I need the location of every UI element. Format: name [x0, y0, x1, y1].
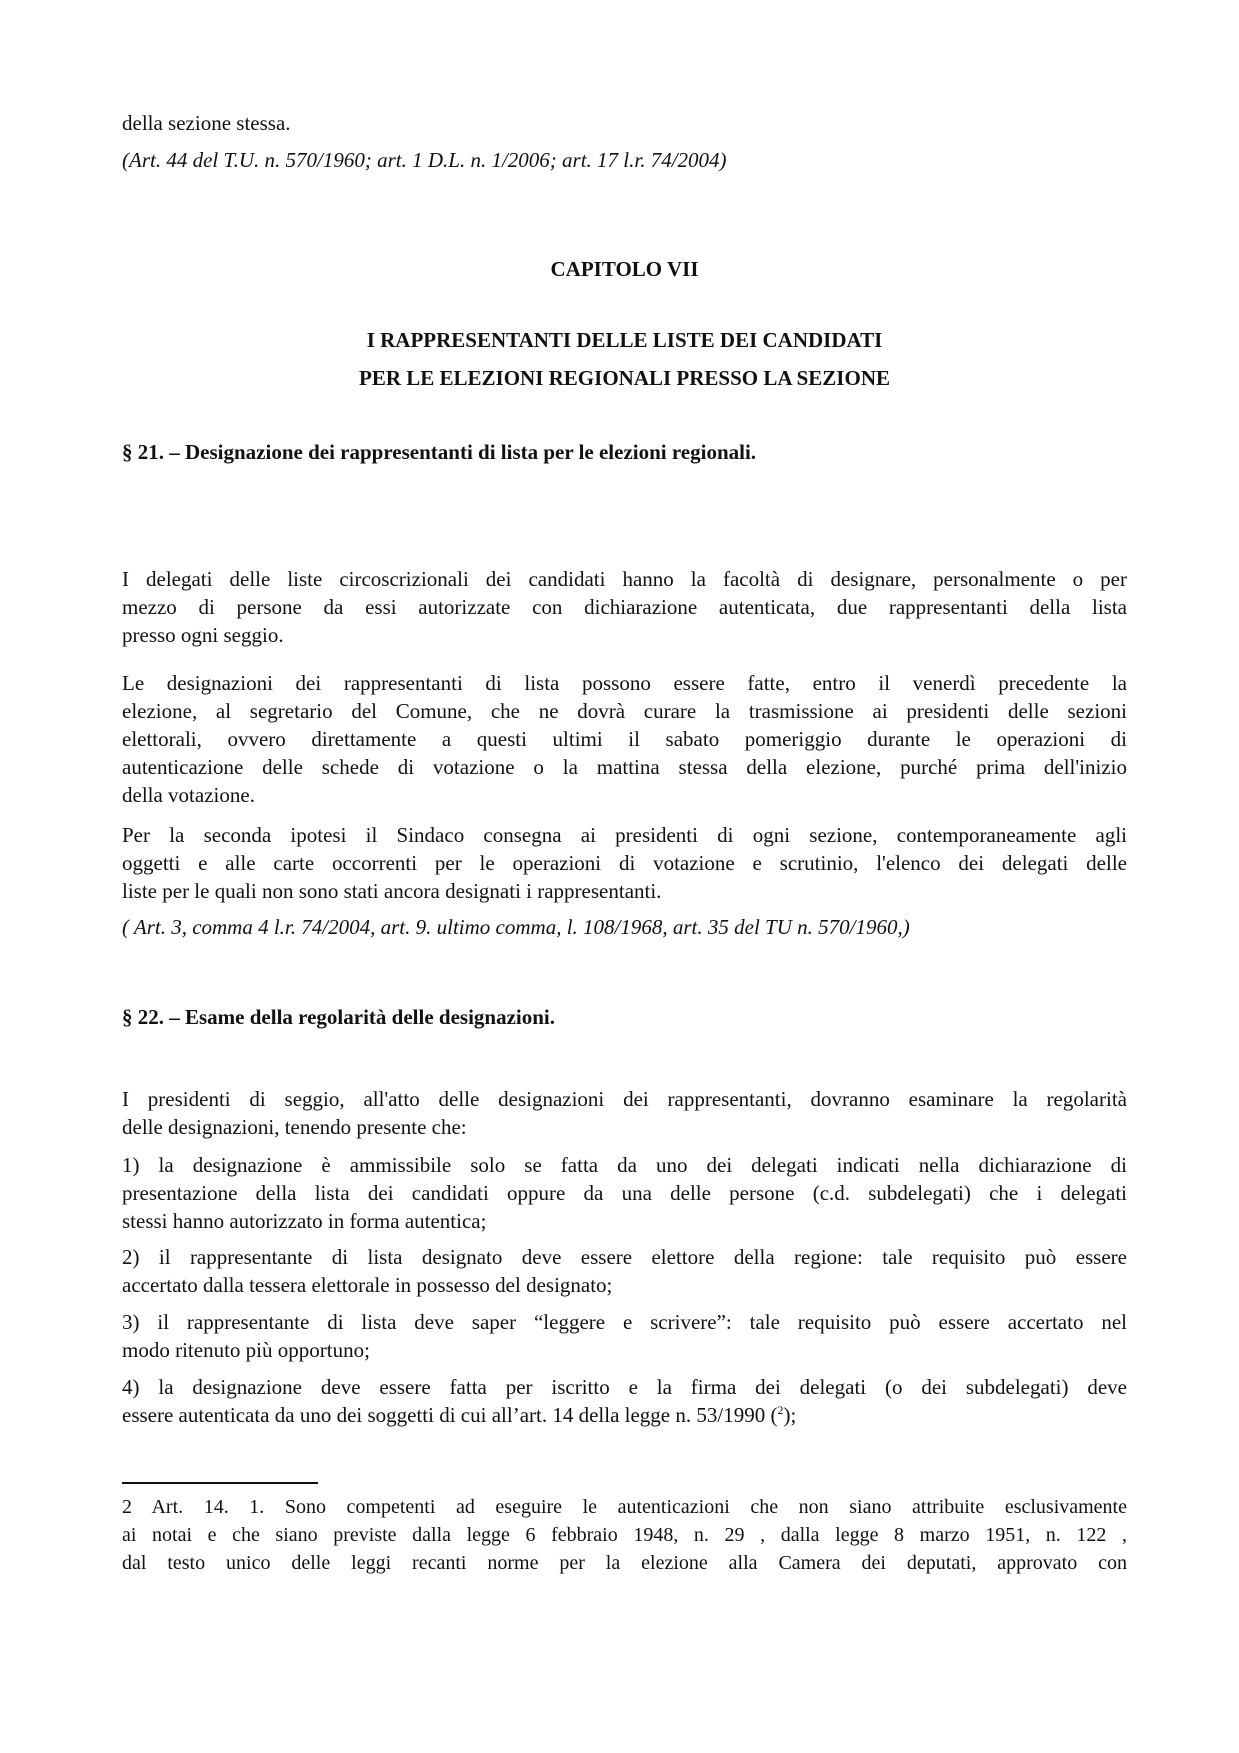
paragraph-line: della votazione. — [122, 783, 255, 807]
paragraph-line: delle designazioni, tenendo presente che: — [122, 1115, 467, 1139]
paragraph-line: elezione, al segretario del Comune, che ne dovrà curare la trasmissione ai presidenti delle sezioni — [122, 699, 1127, 723]
paragraph-line: Le designazioni dei rappresentanti di lista possono essere fatte, entro il venerdì precedente la — [122, 671, 1127, 695]
chapter-number: CAPITOLO VII — [550, 257, 699, 281]
section-22-item-2 — [122, 1243, 1127, 1299]
footnote-separator — [122, 1482, 318, 1484]
section-22-item-3 — [122, 1308, 1127, 1364]
paragraph-line: 3) il rappresentante di lista deve saper “leggere e scrivere”: tale requisito può essere accertato nel — [122, 1310, 1127, 1334]
section-21-citation: ( Art. 3, comma 4 l.r. 74/2004, art. 9. ultimo comma, l. 108/1968, art. 35 del TU n. 570/1960,) — [122, 915, 910, 939]
paragraph-line: liste per le quali non sono stati ancora designati i rappresentanti. — [122, 879, 662, 903]
footnote-line: ai notai e che siano previste dalla legge 6 febbraio 1948, n. 29 , dalla legge 8 marzo 1951, n. 122 , — [122, 1524, 1127, 1546]
section-21-paragraph-3 — [122, 821, 1127, 905]
paragraph-line: presentazione della lista dei candidati oppure da una delle persone (c.d. subdelegati) che i delegati — [122, 1181, 1127, 1205]
footnote-2 — [122, 1493, 1127, 1577]
paragraph-line: I presidenti di seggio, all'atto delle designazioni dei rappresentanti, dovranno esaminare la regolarità — [122, 1087, 1127, 1111]
section-22-heading: § 22. – Esame della regolarità delle designazioni. — [122, 1005, 556, 1029]
paragraph-line: elettorali, ovvero direttamente a questi ultimi il sabato pomeriggio durante le operazioni di — [122, 727, 1127, 751]
footnote-line: dal testo unico delle leggi recanti norme per la elezione alla Camera dei deputati, approvato con — [122, 1552, 1127, 1574]
paragraph-line: autenticazione delle schede di votazione o la mattina stessa della elezione, purché prima dell'inizio — [122, 755, 1127, 779]
paragraph-line: 2) il rappresentante di lista designato deve essere elettore della regione: tale requisito può essere — [122, 1245, 1127, 1269]
section-21-heading: § 21. – Designazione dei rappresentanti di lista per le elezioni regionali. — [122, 440, 757, 464]
paragraph-line: modo ritenuto più opportuno; — [122, 1338, 370, 1362]
section-22-item-4 — [122, 1373, 1127, 1429]
section-22-intro — [122, 1085, 1127, 1141]
paragraph-line: Per la seconda ipotesi il Sindaco consegna ai presidenti di ogni sezione, contemporaneamente agli — [122, 823, 1127, 847]
paragraph-line: 1) la designazione è ammissibile solo se fatta da uno dei delegati indicati nella dichiarazione di — [122, 1153, 1127, 1177]
paragraph-line — [122, 1401, 1127, 1429]
section-21-paragraph-2 — [122, 669, 1127, 809]
paragraph-line: accertato dalla tessera elettorale in possesso del designato; — [122, 1273, 613, 1297]
paragraph-line: stessi hanno autorizzato in forma autentica; — [122, 1209, 487, 1233]
footnote-line: 2 Art. 14. 1. Sono competenti ad eseguire le autenticazioni che non siano attribuite esclusivamente — [122, 1496, 1127, 1518]
paragraph-line: 4) la designazione deve essere fatta per iscritto e la firma dei delegati (o dei subdelegati) deve — [122, 1375, 1127, 1399]
citation-top: (Art. 44 del T.U. n. 570/1960; art. 1 D.L. n. 1/2006; art. 17 l.r. 74/2004) — [122, 148, 727, 172]
chapter-title-line-2: PER LE ELEZIONI REGIONALI PRESSO LA SEZIONE — [359, 366, 890, 390]
paragraph-line: presso ogni seggio. — [122, 623, 284, 647]
item-4-text: essere autenticata da uno dei soggetti di cui all’art. 14 della legge n. 53/1990 ( — [122, 1403, 778, 1427]
paragraph-line: I delegati delle liste circoscrizionali dei candidati hanno la facoltà di designare, personalmente o per — [122, 567, 1127, 591]
continuation-text: della sezione stessa. — [122, 111, 291, 135]
section-21-paragraph-1 — [122, 565, 1127, 649]
item-4-end: ); — [783, 1403, 797, 1427]
chapter-title-line-1: I RAPPRESENTANTI DELLE LISTE DEI CANDIDATI — [366, 328, 883, 352]
paragraph-line: oggetti e alle carte occorrenti per le operazioni di votazione e scrutinio, l'elenco dei delegati delle — [122, 851, 1127, 875]
paragraph-line: mezzo di persone da essi autorizzate con dichiarazione autenticata, due rappresentanti della lista — [122, 595, 1127, 619]
section-22-item-1 — [122, 1151, 1127, 1235]
footnote-reference[interactable]: 2 — [777, 1403, 784, 1417]
